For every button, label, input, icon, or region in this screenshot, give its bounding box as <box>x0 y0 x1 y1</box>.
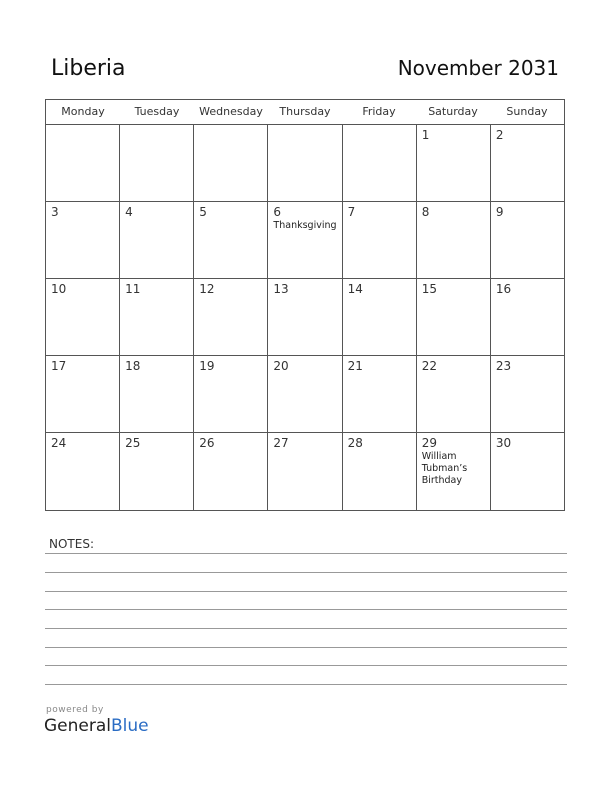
week-row-1 <box>46 125 564 202</box>
day-cell <box>120 279 194 355</box>
day-number: 20 <box>273 359 289 373</box>
day-number: 7 <box>347 205 356 219</box>
day-number: 27 <box>273 436 289 450</box>
day-number: 25 <box>125 436 141 450</box>
day-number: 19 <box>199 359 215 373</box>
day-number: 12 <box>199 282 215 296</box>
generalblue-logo <box>44 716 149 736</box>
day-cell <box>417 279 491 355</box>
day-number: 24 <box>51 436 67 450</box>
day-number: 29 <box>421 436 437 450</box>
day-cell <box>343 279 417 355</box>
day-number: 10 <box>51 282 67 296</box>
calendar-grid <box>45 99 565 511</box>
brand-blue: Blue <box>111 716 149 736</box>
notes-line <box>45 665 567 666</box>
day-cell <box>491 433 564 510</box>
day-number: 16 <box>495 282 512 296</box>
weekday-saturday: Saturday <box>428 105 478 118</box>
week-row-2 <box>46 202 564 279</box>
brand-general: General <box>44 716 111 736</box>
holiday-label: Thanksgiving <box>273 220 337 231</box>
country-title: Liberia <box>51 56 126 81</box>
day-cell <box>268 202 342 278</box>
day-cell <box>268 433 342 510</box>
day-cell <box>417 356 491 432</box>
day-cell <box>491 202 564 278</box>
day-number: 15 <box>421 282 437 296</box>
notes-line <box>45 572 567 573</box>
day-number: 6 <box>273 205 282 219</box>
day-number: 23 <box>495 359 512 373</box>
day-cell <box>491 125 564 201</box>
day-number: 5 <box>199 205 207 219</box>
day-cell <box>194 356 268 432</box>
day-number: 26 <box>199 436 215 450</box>
notes-label: NOTES: <box>49 537 94 551</box>
day-cell <box>46 356 120 432</box>
day-cell <box>343 356 417 432</box>
day-cell <box>343 125 417 201</box>
notes-line <box>45 591 567 592</box>
day-number: 2 <box>495 128 504 142</box>
day-number: 21 <box>347 359 363 373</box>
day-cell <box>194 279 268 355</box>
month-year-title: November 2031 <box>397 56 559 80</box>
day-cell <box>120 433 194 510</box>
day-cell <box>194 125 268 201</box>
day-cell <box>194 202 268 278</box>
notes-line <box>45 553 567 554</box>
week-row-4 <box>46 356 564 433</box>
day-cell <box>417 433 491 510</box>
notes-line <box>45 628 567 629</box>
day-cell <box>46 279 120 355</box>
week-row-3 <box>46 279 564 356</box>
day-number: 17 <box>51 359 67 373</box>
day-number: 9 <box>495 205 504 219</box>
day-cell <box>120 125 194 201</box>
day-number: 14 <box>347 282 363 296</box>
holiday-label: William Tubman’s Birthday <box>421 451 468 486</box>
notes-line <box>45 684 567 685</box>
day-number: 18 <box>125 359 141 373</box>
day-cell <box>417 125 491 201</box>
day-cell <box>491 279 564 355</box>
weekday-monday: Monday <box>61 105 105 118</box>
day-number: 3 <box>51 205 59 219</box>
day-cell <box>491 356 564 432</box>
day-cell <box>120 356 194 432</box>
weekday-tuesday: Tuesday <box>134 105 180 118</box>
notes-line <box>45 647 567 648</box>
day-number: 30 <box>495 436 512 450</box>
day-cell <box>120 202 194 278</box>
day-number: 1 <box>421 128 430 142</box>
powered-by-label: powered by <box>46 705 104 715</box>
day-number: 8 <box>421 205 430 219</box>
notes-line <box>45 609 567 610</box>
day-cell <box>268 356 342 432</box>
weekday-header <box>46 100 564 125</box>
day-number: 28 <box>347 436 363 450</box>
day-number: 13 <box>273 282 289 296</box>
weekday-friday: Friday <box>362 105 396 118</box>
day-number: 11 <box>125 282 141 296</box>
day-cell <box>46 125 120 201</box>
day-number: 22 <box>421 359 437 373</box>
week-row-5 <box>46 433 564 510</box>
weekday-wednesday: Wednesday <box>199 105 263 118</box>
day-number: 4 <box>125 205 133 219</box>
day-cell <box>343 202 417 278</box>
weekday-sunday: Sunday <box>506 105 548 118</box>
day-cell <box>46 433 120 510</box>
day-cell <box>46 202 120 278</box>
day-cell <box>268 125 342 201</box>
day-cell <box>268 279 342 355</box>
day-cell <box>194 433 268 510</box>
day-cell <box>417 202 491 278</box>
weekday-thursday: Thursday <box>279 105 331 118</box>
day-cell <box>343 433 417 510</box>
